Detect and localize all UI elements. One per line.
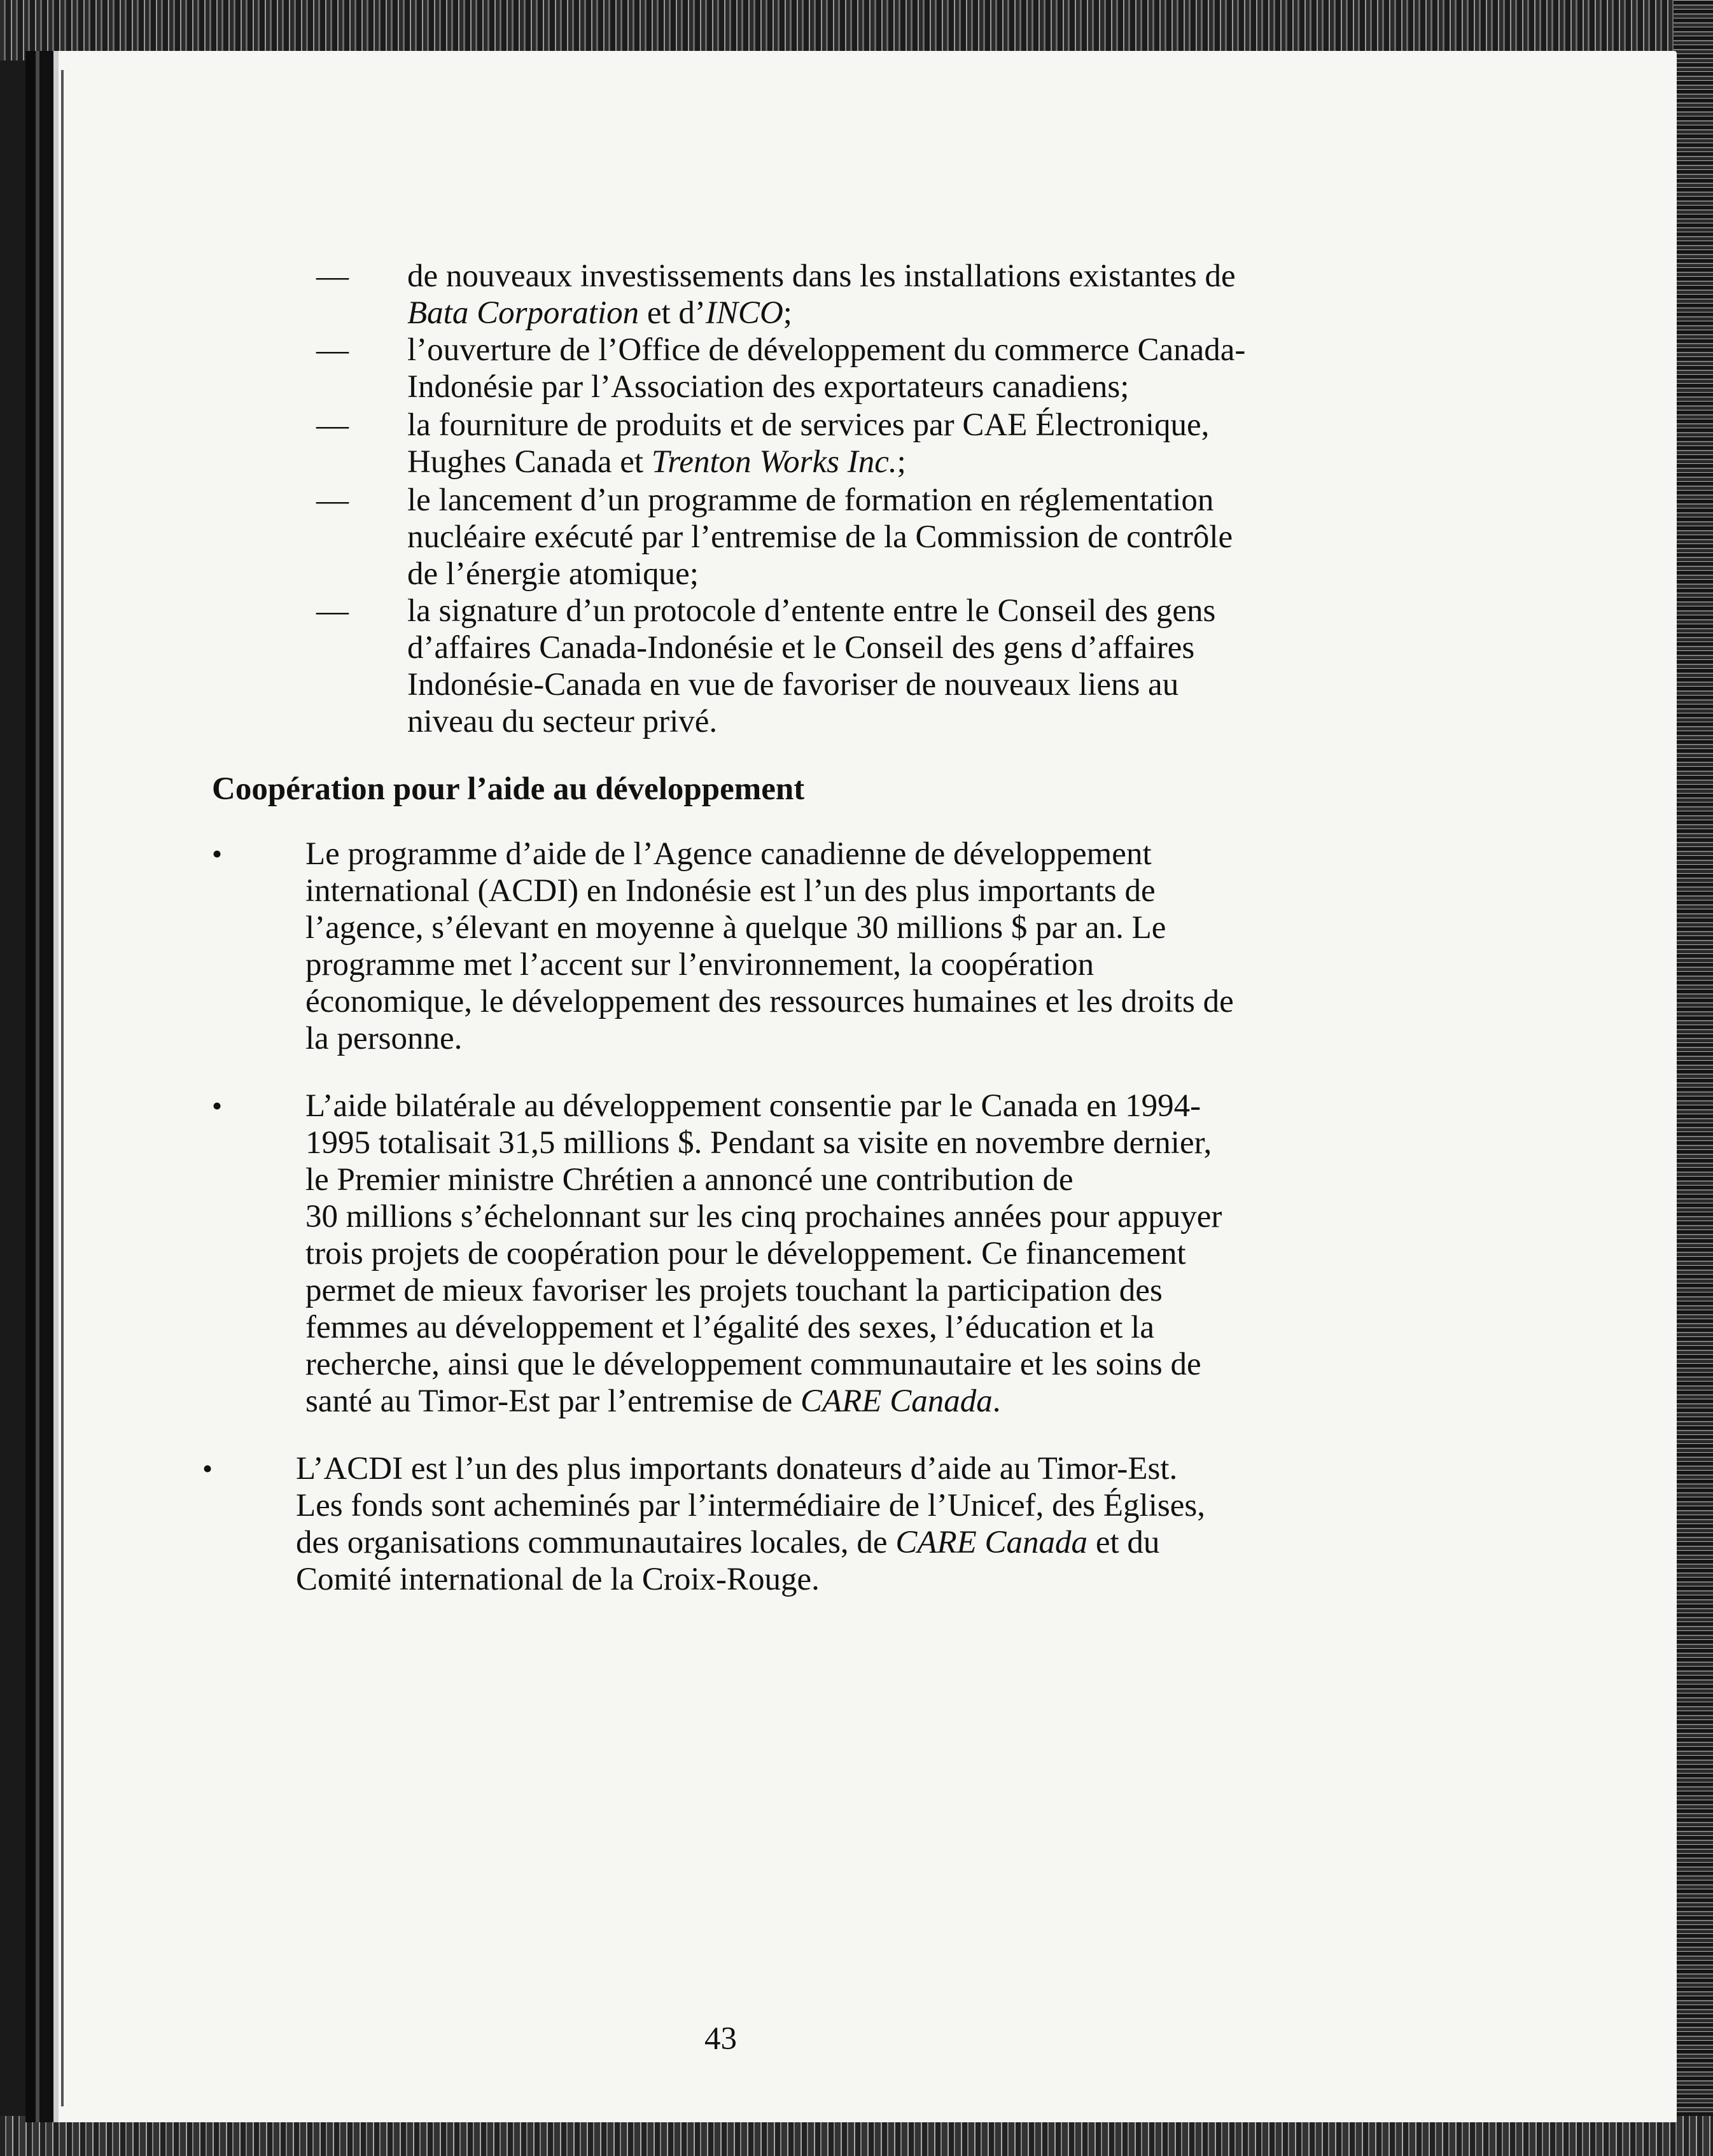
text-run: Indonésie par l’Association des exportateurs canadiens; <box>407 369 1129 405</box>
text-run: programme met l’accent sur l’environnement, la coopération <box>305 947 1094 983</box>
text-run: niveau du secteur privé. <box>407 704 718 739</box>
dash-marker: — <box>316 482 349 518</box>
italic-text: CARE Canada <box>800 1383 993 1419</box>
dash-marker: — <box>316 593 349 629</box>
bullet-item-line <box>305 1088 1201 1124</box>
bullet-item-line <box>305 1020 462 1057</box>
text-run: des organisations communautaires locales, de <box>296 1525 896 1560</box>
text-run: Indonésie-Canada en vue de favoriser de nouveaux liens au <box>407 667 1179 703</box>
text-run: santé au Timor-Est par l’entremise de <box>305 1383 801 1419</box>
text-run: . <box>992 1383 1001 1419</box>
italic-text: Trenton Works Inc. <box>651 444 897 480</box>
page-binding <box>25 51 59 2122</box>
text-run: économique, le développement des ressources humaines et les droits de <box>305 984 1234 1019</box>
dash-item-line <box>407 332 1245 368</box>
text-run: ; <box>897 444 906 480</box>
text-run: international (ACDI) en Indonésie est l’un des plus importants de <box>305 873 1156 909</box>
section-heading: Coopération pour l’aide au développement <box>212 771 805 807</box>
bullet-item-line <box>305 909 1166 946</box>
italic-text: INCO <box>705 295 783 331</box>
text-run: le Premier ministre Chrétien a annoncé une contribution de <box>305 1162 1073 1198</box>
text-run: femmes au développement et l’égalité des sexes, l’éducation et la <box>305 1310 1154 1345</box>
text-run: d’affaires Canada-Indonésie et le Conseil des gens d’affaires <box>407 630 1195 666</box>
text-run: Le programme d’aide de l’Agence canadienne de développement <box>305 836 1152 872</box>
dash-item-line <box>407 295 792 332</box>
page-number: 43 <box>704 2021 737 2057</box>
dash-item-line <box>407 592 1215 629</box>
text-run: la personne. <box>305 1021 463 1056</box>
italic-text: CARE Canada <box>895 1525 1088 1560</box>
text-run: permet de mieux favoriser les projets touchant la participation des <box>305 1273 1163 1308</box>
bullet-item-line <box>305 1198 1222 1235</box>
dash-item-line <box>407 666 1178 703</box>
dash-item-line <box>407 556 699 592</box>
text-run: Hughes Canada et <box>407 444 652 480</box>
italic-text: Bata Corporation <box>407 295 640 331</box>
bullet-item-line <box>296 1487 1205 1524</box>
dash-item-line <box>407 703 717 740</box>
bullet-item-line <box>305 1124 1212 1161</box>
text-run: la fourniture de produits et de services par CAE Électronique, <box>407 407 1210 443</box>
text-run: l’agence, s’élevant en moyenne à quelque 30 millions $ par an. Le <box>305 910 1166 946</box>
text-run: 1995 totalisait 31,5 millions $. Pendant sa visite en novembre dernier, <box>305 1125 1212 1161</box>
bullet-item-line <box>305 836 1152 872</box>
text-run: recherche, ainsi que le développement communautaire et les soins de <box>305 1347 1201 1382</box>
text-run: 30 millions s’échelonnant sur les cinq prochaines années pour appuyer <box>305 1199 1222 1235</box>
dash-item-line <box>407 258 1236 295</box>
text-run: et d’ <box>639 295 706 331</box>
bullet-item-line <box>305 946 1094 983</box>
spine-line <box>61 70 64 2106</box>
bullet-item-line <box>305 1346 1201 1383</box>
text-run: de l’énergie atomique; <box>407 556 699 592</box>
text-run: trois projets de coopération pour le développement. Ce financement <box>305 1236 1186 1271</box>
bullet-item-line <box>296 1450 1177 1487</box>
text-run: l’ouverture de l’Office de développement du commerce Canada- <box>407 332 1246 368</box>
text-run: L’ACDI est l’un des plus importants donateurs d’aide au Timor-Est. <box>296 1451 1178 1487</box>
bullet-item-line <box>305 983 1234 1020</box>
bullet-item-line <box>296 1561 820 1598</box>
text-run: ; <box>783 295 792 331</box>
bullet-item-line <box>305 1161 1073 1198</box>
dash-item-line <box>407 629 1194 666</box>
text-run: le lancement d’un programme de formation en réglementation <box>407 482 1214 518</box>
bullet-item-line <box>305 1309 1154 1346</box>
bullet-item-line <box>305 1235 1186 1272</box>
bullet-marker: • <box>202 1452 213 1485</box>
text-run: Comité international de la Croix-Rouge. <box>296 1562 820 1597</box>
bullet-item-line <box>305 1383 1000 1420</box>
bullet-item-line <box>296 1524 1159 1561</box>
bullet-marker: • <box>212 1089 223 1122</box>
dash-marker: — <box>316 332 349 368</box>
dash-item-line <box>407 519 1233 556</box>
text-run: Les fonds sont acheminés par l’intermédiaire de l’Unicef, des Églises, <box>296 1488 1205 1523</box>
dash-item-line <box>407 444 906 480</box>
bullet-item-line <box>305 1272 1163 1309</box>
dash-marker: — <box>316 407 349 443</box>
dash-marker: — <box>316 258 349 294</box>
bullet-item-line <box>305 872 1156 909</box>
text-run: de nouveaux investissements dans les installations existantes de <box>407 258 1236 294</box>
text-run: la signature d’un protocole d’entente entre le Conseil des gens <box>407 593 1216 629</box>
text-run: et du <box>1087 1525 1160 1560</box>
text-run: L’aide bilatérale au développement consentie par le Canada en 1994- <box>305 1088 1201 1124</box>
dash-item-line <box>407 368 1129 405</box>
dash-item-line <box>407 407 1209 444</box>
scan-right-edge <box>1674 0 1713 2156</box>
dash-item-line <box>407 482 1213 519</box>
text-run: nucléaire exécuté par l’entremise de la Commission de contrôle <box>407 519 1233 555</box>
bullet-marker: • <box>212 837 223 870</box>
